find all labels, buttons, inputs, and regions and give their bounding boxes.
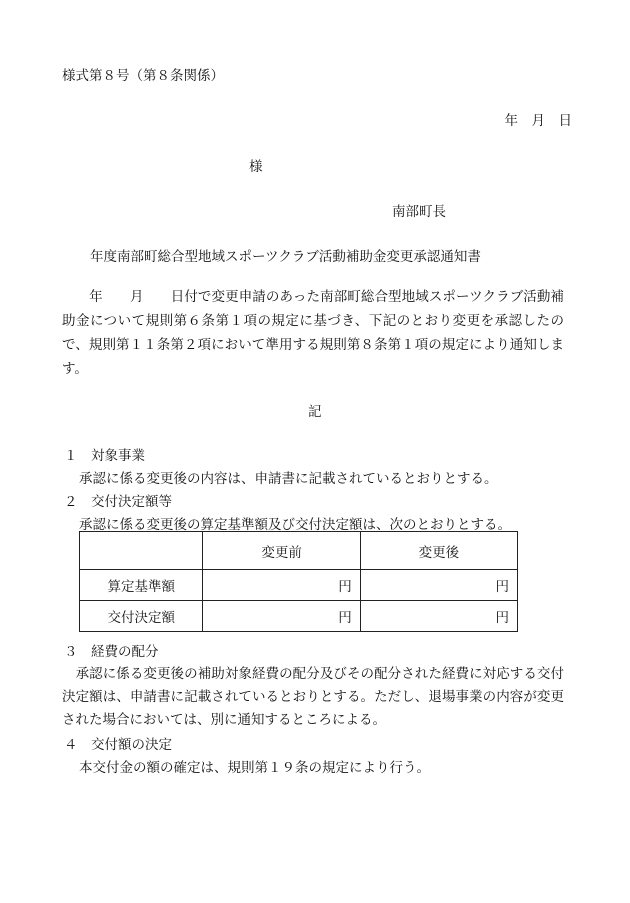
row-label: 算定基準額 (80, 570, 203, 601)
section-4-heading: ４ 交付額の決定 (64, 737, 172, 753)
section-3-heading: ３ 経費の配分 (64, 644, 159, 660)
table-row (80, 601, 518, 632)
table-header-row (80, 532, 518, 570)
section-1-heading: １ 対象事業 (64, 448, 145, 464)
section-2-heading: ２ 交付決定額等 (64, 494, 172, 510)
amount-table (79, 531, 518, 632)
date-line: 年 月 日 (504, 113, 572, 129)
form-number-label: 様式第８号（第８条関係） (62, 68, 224, 84)
issuer-name: 南部町長 (392, 204, 446, 220)
after-amount: 円 (360, 570, 517, 601)
section-3-body: 承認に係る変更後の補助対象経費の配分及びその配分された経費に対応する交付決定額は、申請書に記載されているとおりとする。ただし、退場事業の内容が変更された場合においては、別に通知するところによる。 (62, 666, 564, 728)
body-paragraph: 年 月 日付で変更申請のあった南部町総合型地域スポーツクラブ活動補助金について規則第６条第１項の規定に基づき、下記のとおり変更を承認したので、規則第１１条第２項において準用する規則第８条第１項の規定により通知します。 (62, 289, 564, 377)
recipient-honorific: 様 (249, 159, 263, 175)
after-amount: 円 (360, 601, 517, 632)
section-1-body: 承認に係る変更後の内容は、申請書に記載されているとおりとする。 (79, 471, 498, 487)
document-title: 年度南部町総合型地域スポーツクラブ活動補助金変更承認通知書 (90, 249, 481, 265)
row-label: 交付決定額 (80, 601, 203, 632)
section-2-body: 承認に係る変更後の算定基準額及び交付決定額は、次のとおりとする。 (79, 517, 511, 533)
section-4-body: 本交付金の額の確定は、規則第１９条の規定により行う。 (79, 760, 430, 776)
table-row (80, 570, 518, 601)
ki-heading: 記 (308, 404, 322, 420)
before-amount: 円 (203, 570, 360, 601)
before-amount: 円 (203, 601, 360, 632)
table-header-cell: 変更後 (360, 532, 517, 570)
table-header-cell (80, 532, 203, 570)
table-header-cell: 変更前 (203, 532, 360, 570)
